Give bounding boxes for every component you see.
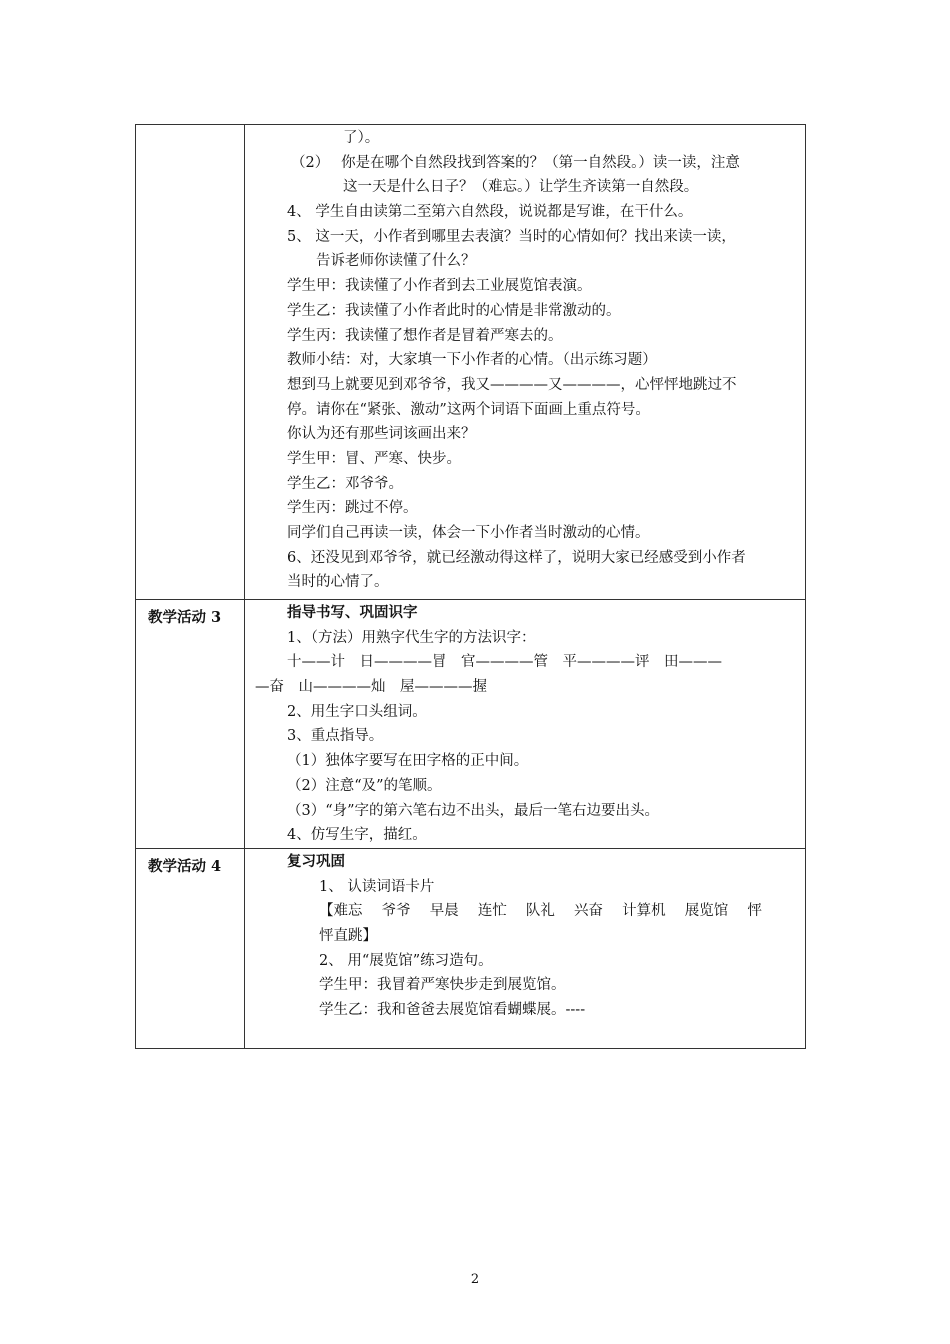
text-line: （1）独体字要写在田字格的正中间。 [287, 753, 529, 770]
section-heading: 复习巩固 [287, 853, 345, 870]
text-line: （2） 你是在哪个自然段找到答案的？（第一自然段。）读一读，注意 [291, 154, 740, 171]
text-line: 4、 学生自由读第二至第六自然段，说说都是写谁，在干什么。 [287, 204, 693, 221]
text-line: 6、还没见到邓爷爷，就已经激动得这样了，说明大家已经感受到小作者 [287, 549, 746, 566]
text-line: —奋 山————灿 屋————握 [255, 679, 487, 696]
text-line: 当时的心情了。 [287, 574, 389, 591]
row-label: 教学活动 4 [148, 858, 222, 875]
row-label-cell [136, 125, 245, 599]
page-number: 2 [470, 1272, 480, 1287]
text-line: 1、 认读词语卡片 [319, 878, 435, 895]
text-line: 告诉老师你读懂了什么？ [316, 253, 476, 270]
text-line: 【难忘 爷爷 早晨 连忙 队礼 兴奋 计算机 展览馆 怦 [319, 903, 762, 920]
text-line: 4、仿写生字，描红。 [287, 827, 427, 844]
text-line: 学生甲：冒、严寒、快步。 [287, 450, 461, 467]
text-line: 了）。 [343, 130, 380, 146]
text-line: （3）“身”字的第六笔右边不出头，最后一笔右边要出头。 [287, 802, 660, 819]
text-line: 学生乙：我和爸爸去展览馆看蝴蝶展。---- [319, 1002, 586, 1019]
text-line: 学生乙：邓爷爷。 [287, 475, 403, 492]
section-heading: 指导书写、巩固识字 [287, 604, 418, 621]
text-line: 教师小结：对，大家填一下小作者的心情。（出示练习题） [287, 352, 657, 369]
text-line: 同学们自己再读一读，体会一下小作者当时激动的心情。 [287, 525, 650, 541]
text-line: 想到马上就要见到邓爷爷，我又————又————，心怦怦地跳过不 [287, 376, 737, 393]
text-line: 学生甲：我冒着严寒快步走到展览馆。 [319, 977, 566, 994]
text-line: 3、重点指导。 [287, 728, 384, 745]
row-label-cell [136, 600, 245, 848]
row-content-cell [245, 600, 805, 848]
text-line: 2、用生字口头组词。 [287, 703, 427, 720]
text-line: 学生丙：跳过不停。 [287, 500, 418, 517]
row-content-cell [245, 849, 805, 1023]
table-row [136, 849, 805, 1048]
row-content-cell [245, 125, 805, 595]
text-line: 学生丙：我读懂了想作者是冒着严寒去的。 [287, 327, 563, 344]
table-row [136, 125, 805, 600]
text-line: 5、 这一天，小作者到哪里去表演？当时的心情如何？找出来读一读， [287, 228, 736, 245]
text-line: 1、（方法）用熟字代生字的方法识字： [287, 629, 536, 646]
table-row [136, 600, 805, 849]
row-label-cell [136, 849, 245, 1048]
text-line: 停。请你在“紧张、激动”这两个词语下面画上重点符号。 [287, 401, 650, 418]
text-line: 怦直跳】 [319, 928, 377, 945]
text-line: 学生甲：我读懂了小作者到去工业展览馆表演。 [287, 278, 592, 295]
text-line: 2、 用“展览馆”练习造句。 [319, 952, 493, 969]
text-line: 十——计 日————冒 官————管 平————评 田——— [287, 654, 722, 671]
text-line: 学生乙：我读懂了小作者此时的心情是非常激动的。 [287, 302, 621, 319]
text-line: 你认为还有那些词该画出来？ [287, 426, 476, 443]
lesson-plan-table [135, 124, 806, 1049]
row-label: 教学活动 3 [148, 609, 222, 626]
text-line: 这一天是什么日子？（难忘。）让学生齐读第一自然段。 [343, 179, 699, 196]
text-line: （2）注意“及”的笔顺。 [287, 777, 442, 794]
